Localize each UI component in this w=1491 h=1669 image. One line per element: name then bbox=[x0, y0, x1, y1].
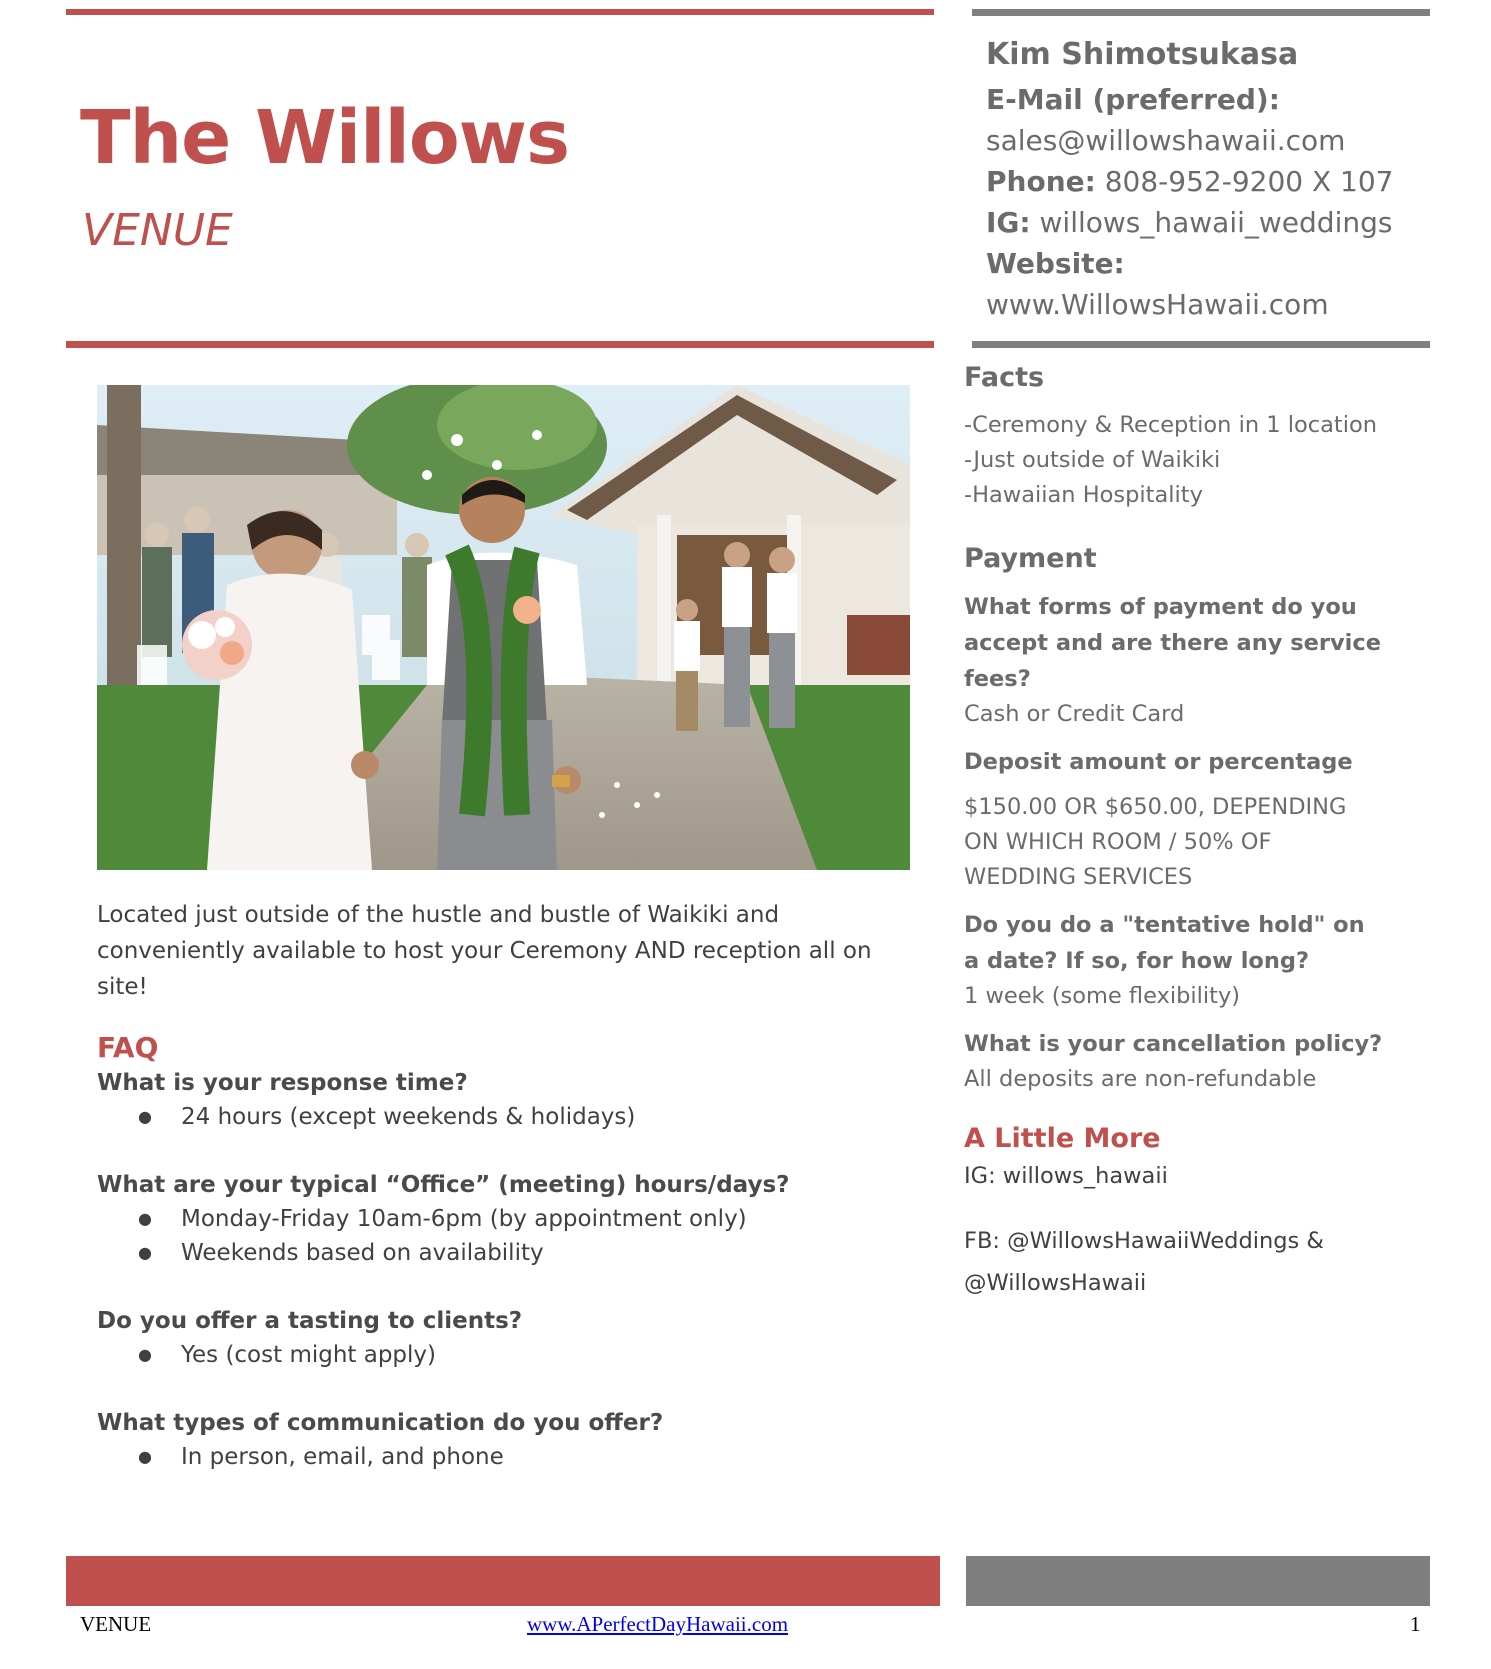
faq-answer: ● In person, email, and phone bbox=[181, 1440, 917, 1474]
payment-answer: $150.00 OR $650.00, DEPENDING ON WHICH ROOM / 50% OF WEDDING SERVICES bbox=[964, 794, 1347, 890]
website-label: Website: bbox=[986, 247, 1125, 280]
payment-answer: All deposits are non-refundable bbox=[964, 1066, 1317, 1092]
faq-answer: ● 24 hours (except weekends & holidays) bbox=[181, 1100, 917, 1134]
ig-value: willows_hawaii_weddings bbox=[1039, 206, 1393, 239]
facts-list bbox=[964, 408, 1384, 513]
faq-question: What are your typical “Office” (meeting) hours/days? bbox=[97, 1172, 790, 1198]
footer-website-link[interactable]: www.APerfectDayHawaii.com bbox=[527, 1612, 789, 1636]
faq-item bbox=[97, 1066, 917, 1134]
more-ig: IG: willows_hawaii bbox=[964, 1163, 1168, 1189]
faq-question: Do you offer a tasting to clients? bbox=[97, 1308, 523, 1334]
fact-item: -Just outside of Waikiki bbox=[964, 447, 1221, 473]
faq-heading: FAQ bbox=[97, 1031, 159, 1064]
faq-item bbox=[97, 1304, 917, 1372]
fact-item: -Hawaiian Hospitality bbox=[964, 482, 1203, 508]
payment-question: What is your cancellation policy? bbox=[964, 1031, 1383, 1057]
payment-qa bbox=[964, 907, 1384, 1014]
footer-label: VENUE bbox=[80, 1612, 152, 1636]
header-top-rule-right bbox=[972, 9, 1430, 16]
faq-item bbox=[97, 1168, 917, 1270]
header-top-rule-left bbox=[66, 9, 934, 15]
payment-question: What forms of payment do you accept and are there any service fees? bbox=[964, 594, 1381, 692]
page-number: 1 bbox=[1410, 1612, 1421, 1636]
faq-question: What types of communication do you offer? bbox=[97, 1410, 664, 1436]
page-subtitle: VENUE bbox=[82, 205, 233, 256]
contact-name: Kim Shimotsukasa bbox=[986, 37, 1299, 72]
faq-answer: ● Yes (cost might apply) bbox=[181, 1338, 917, 1372]
header-bottom-rule-right bbox=[972, 341, 1430, 348]
more-fb: FB: @WillowsHawaiiWeddings & @WillowsHawaii bbox=[964, 1228, 1324, 1296]
contact-card bbox=[986, 34, 1466, 325]
website-link[interactable]: www.WillowsHawaii.com bbox=[986, 288, 1329, 321]
faq-answer: ● Weekends based on availability bbox=[181, 1236, 917, 1270]
email-link[interactable]: sales@willowshawaii.com bbox=[986, 124, 1346, 157]
facts-heading: Facts bbox=[964, 362, 1045, 393]
payment-qa bbox=[964, 589, 1384, 732]
payment-question: Deposit amount or percentage bbox=[964, 749, 1353, 775]
footer-bar-left bbox=[66, 1556, 940, 1606]
header-bottom-rule-left bbox=[66, 341, 934, 348]
faq-item bbox=[97, 1406, 917, 1474]
phone-value: 808-952-9200 X 107 bbox=[1104, 165, 1394, 198]
payment-question: Do you do a "tentative hold" on a date? If so, for how long? bbox=[964, 912, 1365, 974]
fact-item: -Ceremony & Reception in 1 location bbox=[964, 412, 1377, 438]
payment-answer: Cash or Credit Card bbox=[964, 701, 1185, 727]
payment-qa bbox=[964, 744, 1384, 895]
faq-question: What is your response time? bbox=[97, 1070, 468, 1096]
sidebar bbox=[964, 358, 1384, 1304]
page-title: The Willows bbox=[80, 95, 570, 181]
intro-paragraph: Located just outside of the hustle and bustle of Waikiki and conveniently available to host your Ceremony AND reception all on site! bbox=[97, 902, 872, 1000]
wedding-photo bbox=[97, 385, 910, 870]
payment-heading: Payment bbox=[964, 543, 1097, 574]
email-label: E-Mail (preferred): bbox=[986, 83, 1280, 116]
footer-bar-right bbox=[966, 1556, 1430, 1606]
payment-qa bbox=[964, 1026, 1384, 1097]
faq-section bbox=[97, 1030, 917, 1508]
more-heading: A Little More bbox=[964, 1123, 1161, 1154]
phone-label: Phone: bbox=[986, 165, 1096, 198]
ig-label: IG: bbox=[986, 206, 1031, 239]
payment-answer: 1 week (some flexibility) bbox=[964, 983, 1241, 1009]
faq-answer: ● Monday-Friday 10am-6pm (by appointment only) bbox=[181, 1202, 917, 1236]
